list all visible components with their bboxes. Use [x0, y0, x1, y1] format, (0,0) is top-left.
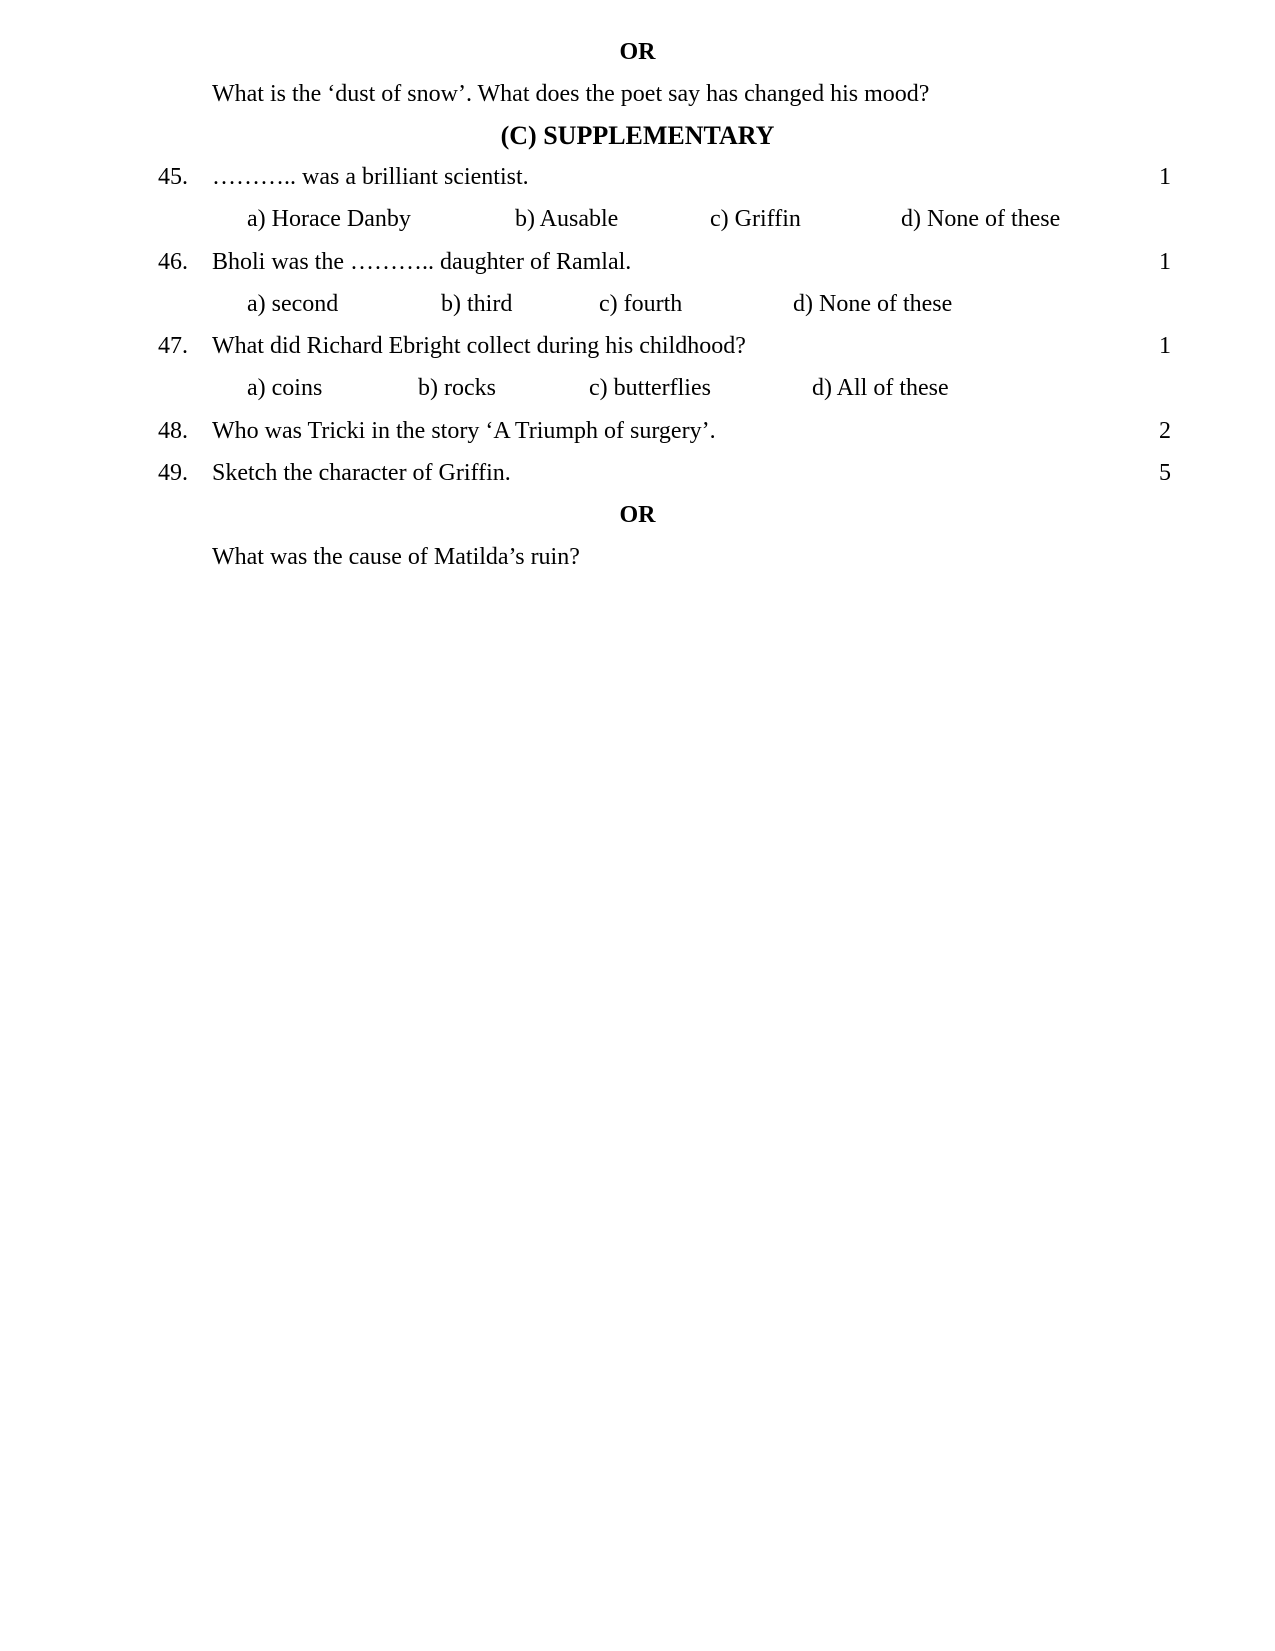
- section-heading: (C) SUPPLEMENTARY: [500, 121, 775, 150]
- alternate-question-matilda: What was the cause of Matilda’s ruin?: [212, 544, 580, 570]
- question-marks: 1: [1159, 333, 1171, 359]
- question-marks: 2: [1159, 418, 1171, 444]
- question-number: 46.: [158, 249, 188, 275]
- option-a: a) second: [247, 291, 339, 317]
- question-marks: 1: [1159, 164, 1171, 190]
- option-d: d) None of these: [901, 206, 1061, 232]
- option-a: a) Horace Danby: [247, 206, 411, 232]
- question-number: 49.: [158, 460, 188, 486]
- question-text: ……….. was a brilliant scientist.: [212, 164, 529, 190]
- option-d: d) None of these: [793, 291, 953, 317]
- alternate-question-dust-of-snow: What is the ‘dust of snow’. What does the poet say has changed his mood?: [212, 81, 930, 107]
- option-b: b) Ausable: [515, 206, 619, 232]
- option-b: b) rocks: [418, 375, 496, 401]
- option-d: d) All of these: [812, 375, 949, 401]
- or-divider-bottom: OR: [619, 502, 656, 528]
- option-c: c) butterflies: [589, 375, 711, 401]
- question-marks: 1: [1159, 249, 1171, 275]
- question-number: 47.: [158, 333, 188, 359]
- question-text: Who was Tricki in the story ‘A Triumph of surgery’.: [212, 418, 716, 444]
- question-text: Bholi was the ……….. daughter of Ramlal.: [212, 249, 632, 275]
- or-divider-top: OR: [619, 39, 656, 65]
- option-c: c) Griffin: [710, 206, 801, 232]
- option-b: b) third: [441, 291, 513, 317]
- question-text: Sketch the character of Griffin.: [212, 460, 511, 486]
- option-c: c) fourth: [599, 291, 683, 317]
- question-number: 45.: [158, 164, 188, 190]
- question-text: What did Richard Ebright collect during his childhood?: [212, 333, 746, 359]
- question-number: 48.: [158, 418, 188, 444]
- option-a: a) coins: [247, 375, 323, 401]
- question-marks: 5: [1159, 460, 1171, 486]
